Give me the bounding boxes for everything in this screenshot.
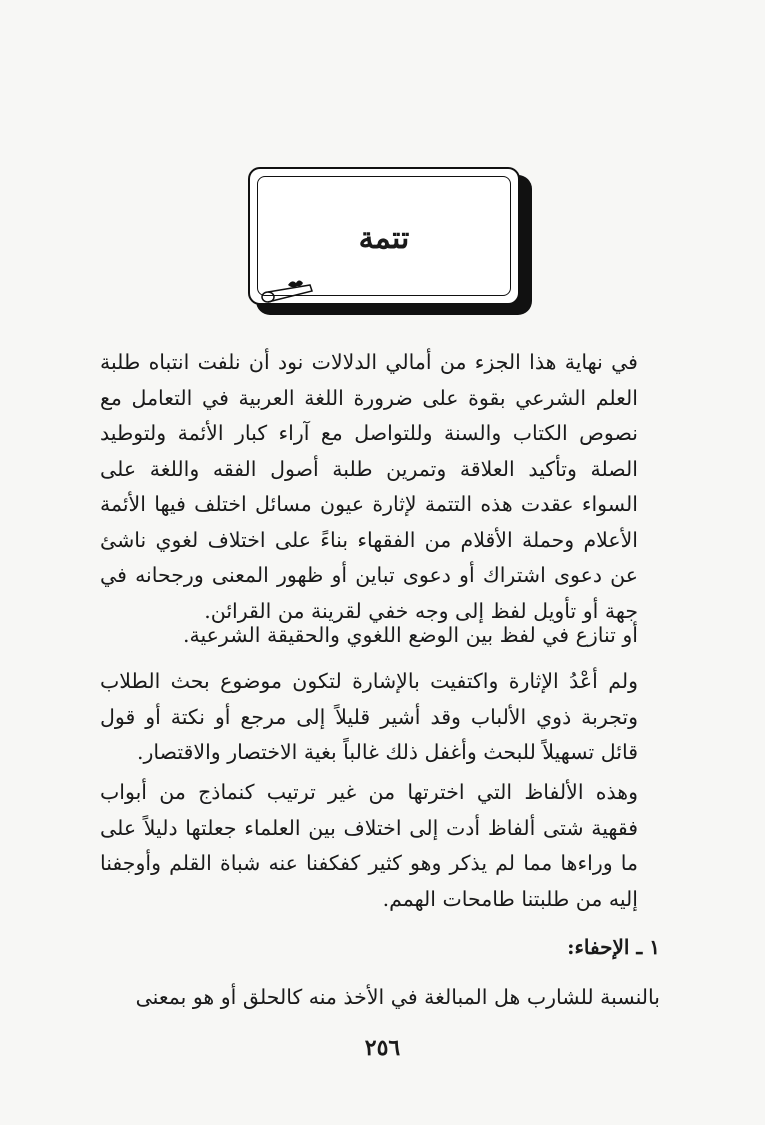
item-heading: ١ ـ الإحفاء: [567, 935, 660, 959]
paragraph-1-text: في نهاية هذا الجزء من أمالي الدلالات نود أن نلفت انتباه طلبة العلم الشرعي بقوة على ضرورة اللغة العربية في التعامل مع نصوص الكتاب والسنة وللتواصل مع آراء كبار الأئمة ولتوطيد الصلة وتأكيد العلاقة وتمرين طلبة أصول الفقه واللغة على السواء عقدت هذه التتمة لإثارة عيون مسائل اختلف فيها الأئمة الأعلام وحملة الأقلام من الفقهاء بناءً على اختلاف لغوي ناشئ عن دعوى اشتراك أو دعوى تباين أو ظهور المعنى ورجحانه في جهة أو تأويل لفظ إلى وجه خفي لقرينة من القرائن. [100, 350, 638, 623]
title-frame [248, 167, 538, 319]
paragraph-3-text: ولم أعْدُ الإثارة واكتفيت بالإشارة لتكون موضوع بحث الطلاب وتجربة ذوي الألباب وقد أشير قليلاً إلى مرجع أو نكتة أو قول قائل تسهيلاً للبحث وأغفل ذلك غالباً بغية الاختصار والاقتصار. [100, 669, 638, 764]
paragraph-4 [100, 775, 660, 917]
paragraph-4-text: وهذه الألفاظ التي اخترتها من غير ترتيب كنماذج من أبواب فقهية شتى ألفاظ أدت إلى اختلاف بين العلماء جعلتها دليلاً على ما وراءها مما لم يذكر وهو كثير كفكفنا عنه شباة القلم وأوجفنا إليه من طلبتنا طامحات الهمم. [100, 780, 638, 911]
section-title: تتمة [358, 221, 410, 256]
paragraph-3 [100, 664, 660, 771]
paragraph-5-text: بالنسبة للشارب هل المبالغة في الأخذ منه كالحلق أو هو بمعنى [135, 985, 660, 1009]
title-box [248, 167, 520, 305]
paragraph-5 [100, 980, 660, 1016]
page-number: ٢٥٦ [364, 1035, 401, 1061]
paragraph-2-text: أو تنازع في لفظ بين الوضع اللغوي والحقيقة الشرعية. [182, 623, 638, 647]
paragraph-2 [100, 618, 660, 654]
scroll-icon [260, 277, 320, 305]
paragraph-1 [100, 345, 660, 629]
